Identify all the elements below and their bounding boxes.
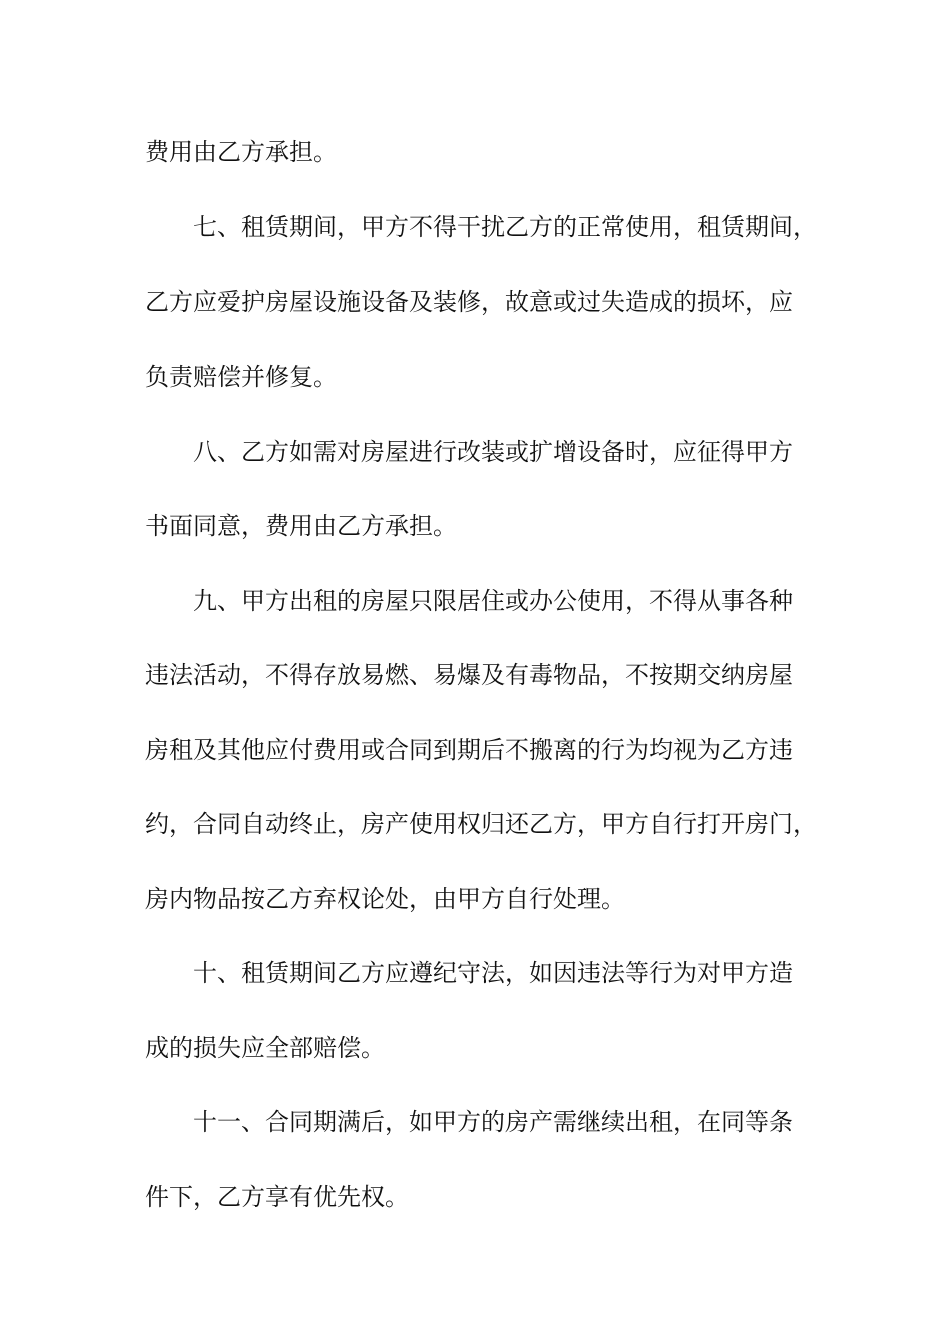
clause-8-line-1: 八、乙方如需对房屋进行改装或扩增设备时，应征得甲方 xyxy=(193,438,793,466)
clause-9-line-3: 房租及其他应付费用或合同到期后不搬离的行为均视为乙方违 xyxy=(145,736,793,764)
clause-10-line-2: 成的损失应全部赔偿。 xyxy=(145,1034,385,1062)
clause-7-line-1: 七、租赁期间，甲方不得干扰乙方的正常使用，租赁期间， xyxy=(193,213,817,241)
clause-11-line-2: 件下，乙方享有优先权。 xyxy=(145,1183,409,1211)
clause-9-line-4: 约，合同自动终止，房产使用权归还乙方，甲方自行打开房门， xyxy=(145,810,817,838)
clause-9-line-2: 违法活动，不得存放易燃、易爆及有毒物品，不按期交纳房屋 xyxy=(145,661,793,689)
clause-10-line-1: 十、租赁期间乙方应遵纪守法，如因违法等行为对甲方造 xyxy=(193,959,793,987)
clause-7-line-2: 乙方应爱护房屋设施设备及装修，故意或过失造成的损坏，应 xyxy=(145,288,793,316)
clause-9-line-1: 九、甲方出租的房屋只限居住或办公使用，不得从事各种 xyxy=(193,587,793,615)
text-line: 费用由乙方承担。 xyxy=(145,138,337,166)
clause-7-line-3: 负责赔偿并修复。 xyxy=(145,363,337,391)
clause-11-line-1: 十一、合同期满后，如甲方的房产需继续出租，在同等条 xyxy=(193,1108,793,1136)
clause-9-line-5: 房内物品按乙方弃权论处，由甲方自行处理。 xyxy=(145,885,625,913)
clause-8-line-2: 书面同意，费用由乙方承担。 xyxy=(145,512,457,540)
